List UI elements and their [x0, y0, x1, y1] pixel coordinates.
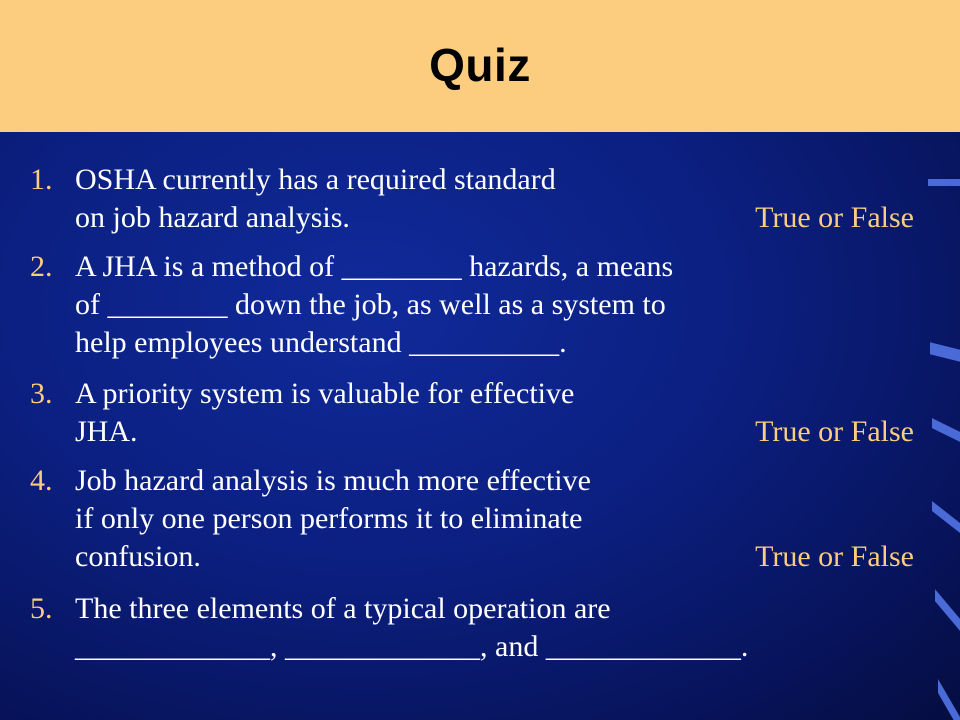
question-number: 2. — [30, 250, 53, 283]
question-text-line: of ________ down the job, as well as a system to — [75, 288, 666, 321]
question-text-line: OSHA currently has a required standard — [75, 163, 556, 196]
question-number: 4. — [30, 464, 53, 497]
decorative-streak — [928, 179, 960, 186]
question-text-line: JHA. — [75, 415, 138, 448]
true-or-false-label: True or False — [755, 415, 914, 448]
question-text-line: A JHA is a method of ________ hazards, a means — [75, 250, 674, 283]
question-number: 1. — [30, 163, 53, 196]
question-number: 3. — [30, 377, 53, 410]
question-text-line: A priority system is valuable for effective — [75, 377, 575, 410]
title-bar — [0, 0, 960, 132]
decorative-streak — [932, 501, 960, 533]
question-text-line: Job hazard analysis is much more effective — [75, 464, 591, 497]
question-text-line: The three elements of a typical operation are — [75, 592, 611, 625]
question-text-line: confusion. — [75, 540, 201, 573]
decorative-streak — [932, 418, 960, 442]
true-or-false-label: True or False — [755, 540, 914, 573]
question-text-line: _____________, _____________, and _____________. — [75, 630, 749, 663]
decorative-streak — [938, 679, 960, 720]
question-text-line: help employees understand __________. — [75, 326, 567, 359]
question-number: 5. — [30, 592, 53, 625]
question-text-line: on job hazard analysis. — [75, 201, 350, 234]
question-text-line: if only one person performs it to eliminate — [75, 502, 583, 535]
decorative-streak — [935, 589, 960, 631]
decorative-streak — [930, 342, 960, 361]
slide-title: Quiz — [429, 39, 531, 91]
true-or-false-label: True or False — [755, 201, 914, 234]
